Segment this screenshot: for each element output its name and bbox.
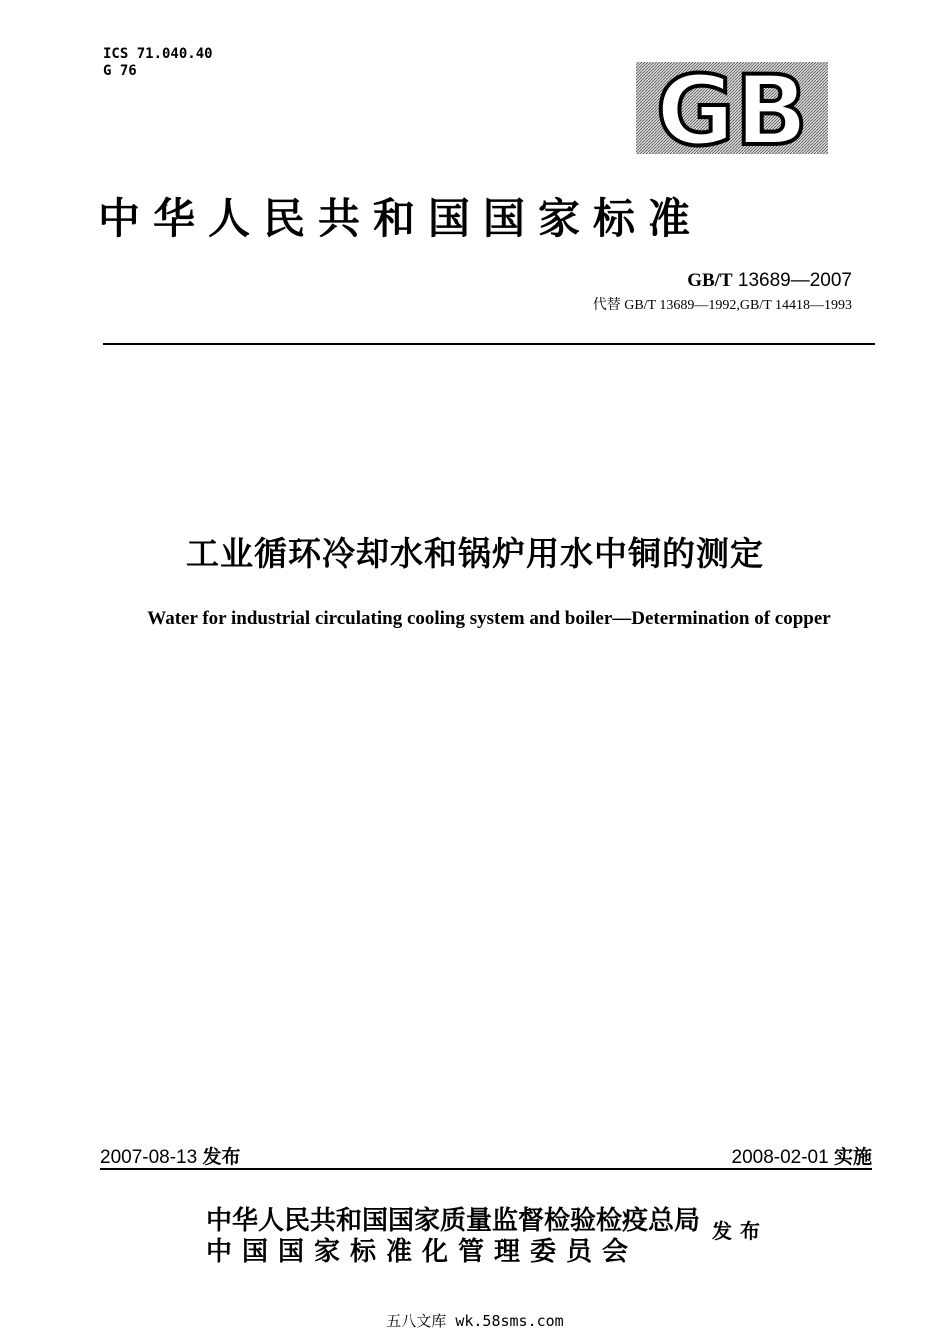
classification-codes — [103, 46, 213, 80]
gb-logo-icon — [636, 62, 828, 154]
implement-date: 2008-02-01 — [731, 1147, 829, 1168]
implement-date-block — [732, 1142, 873, 1169]
gb-logo-graphic — [636, 62, 828, 154]
gb-logo-text: GB — [656, 62, 808, 154]
ccs-code: G 76 — [103, 63, 137, 79]
issue-date: 2007-08-13 — [100, 1147, 198, 1168]
issue-label: 发布 — [202, 1147, 241, 1168]
document-title-en: Water for industrial circulating cooling system and boiler—Determination of copper — [147, 608, 831, 629]
national-standard-heading: 中华人民共和国国家标准 — [98, 194, 704, 243]
standard-prefix: GB/T — [687, 270, 733, 291]
issuer-line-1: 中华人民共和国国家质量监督检验检疫总局 — [206, 1206, 701, 1236]
publish-label: 发布 — [712, 1219, 768, 1243]
standard-number — [687, 270, 852, 292]
header-divider — [103, 343, 875, 345]
document-title-cn: 工业循环冷却水和锅炉用水中铜的测定 — [186, 534, 764, 573]
footer-divider — [100, 1168, 872, 1170]
issuer-line-2: 中国国家标准化管理委员会 — [206, 1237, 639, 1267]
ics-code: ICS 71.040.40 — [103, 46, 213, 62]
issue-date-block — [100, 1142, 241, 1169]
implement-label: 实施 — [833, 1147, 872, 1168]
watermark-footer[interactable]: 五八文库 wk.58sms.com — [386, 1312, 564, 1330]
replaces-note: 代替 GB/T 13689—1992,GB/T 14418—1993 — [592, 298, 852, 313]
standard-code: 13689—2007 — [737, 270, 852, 291]
